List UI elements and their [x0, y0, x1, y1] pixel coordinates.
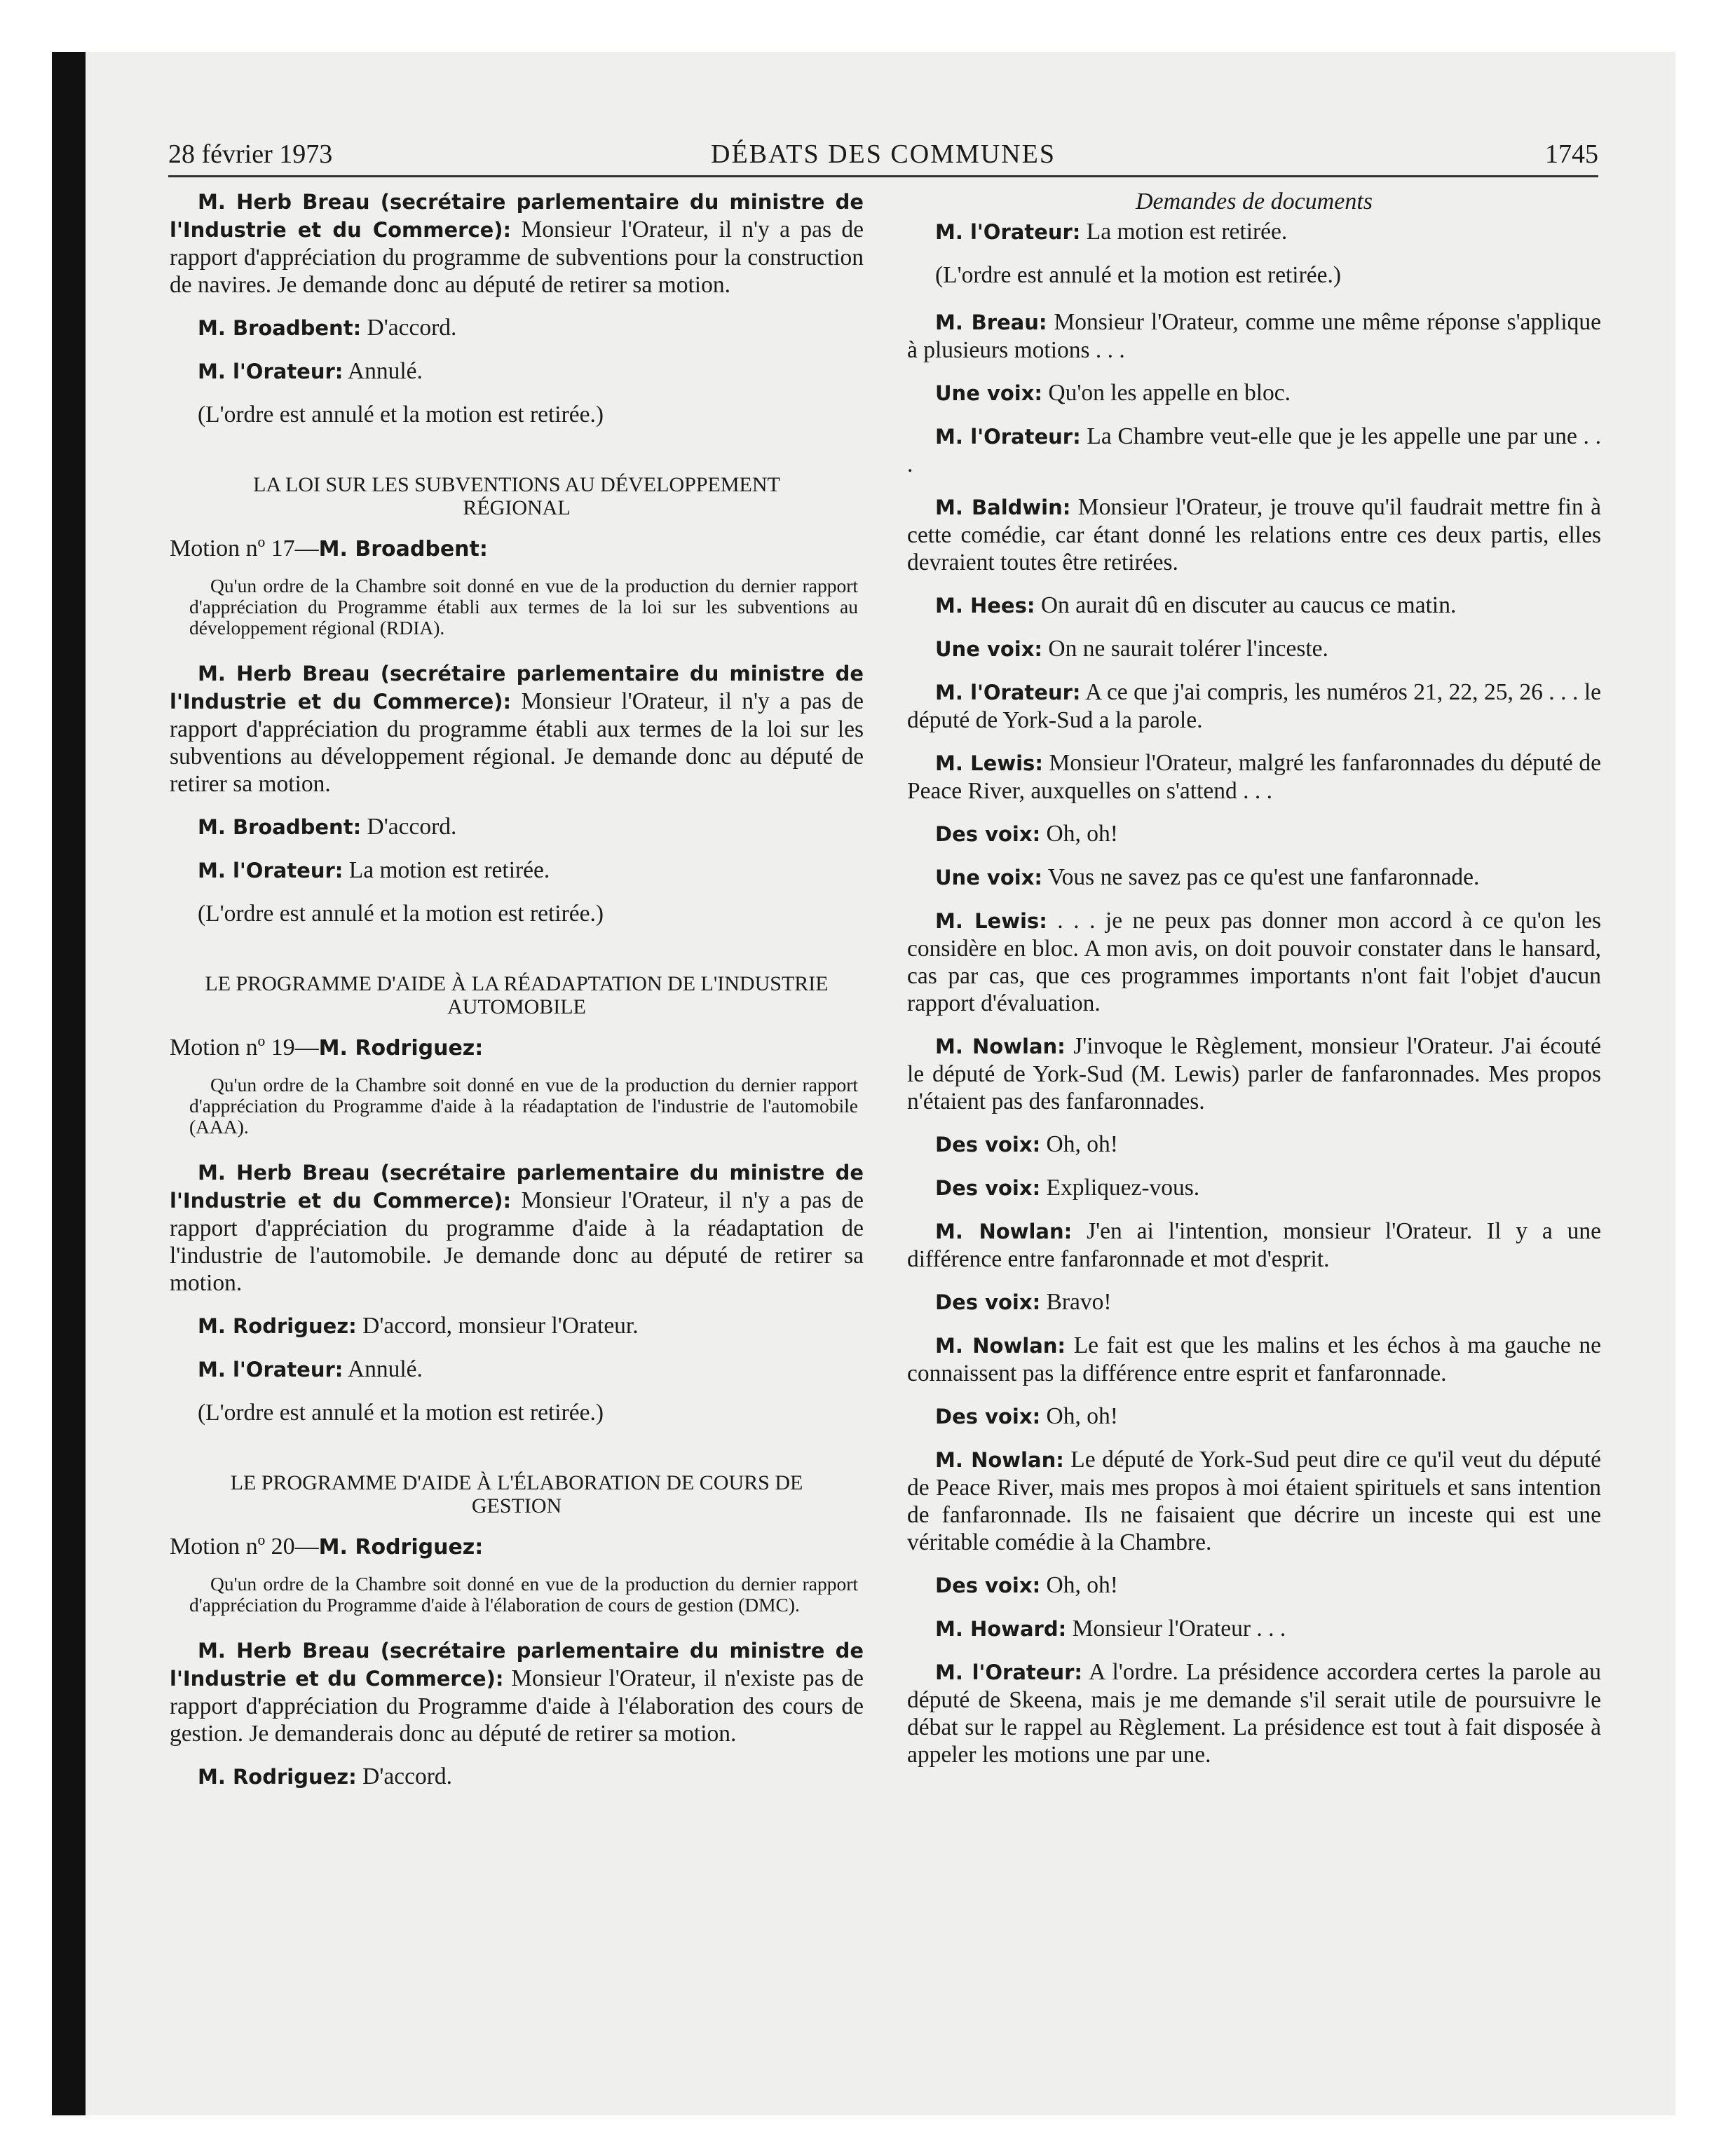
motion-number: Motion nº 20— [170, 1534, 319, 1560]
speech-text: Monsieur l'Orateur, je trouve qu'il faudrait mettre fin à cette comédie, car étant donné les relations entre ces deux partis, elles devraient toutes être retirées. [907, 494, 1601, 575]
speech-paragraph [907, 1571, 1601, 1599]
speech-text: D'accord. [361, 814, 457, 840]
speech-paragraph [170, 357, 864, 386]
speech-text: D'accord. [361, 315, 457, 341]
speech-text: Oh, oh! [1040, 1572, 1118, 1598]
speech-text: Monsieur l'Orateur . . . [1066, 1616, 1286, 1642]
procedure-note: (L'ordre est annulé et la motion est retirée.) [198, 402, 604, 428]
speech-paragraph [907, 493, 1601, 576]
speech-text: La motion est retirée. [1080, 219, 1288, 245]
speech-text: Oh, oh! [1040, 821, 1118, 847]
speaker-name: M. Nowlan: [935, 1448, 1064, 1472]
motion-text: Qu'un ordre de la Chambre soit donné en vue de la production du dernier rapport d'appréciation du Programme établi aux termes de la loi sur les subventions au développement régional (RDIA). [189, 575, 858, 639]
speaker-name: Une voix: [935, 381, 1043, 405]
speaker-name: Une voix: [935, 866, 1043, 889]
speaker-name: M. Lewis: [935, 751, 1043, 775]
speech-text: . . . je ne peux pas donner mon accord à ce qu'on les considère en bloc. A mon avis, on doit pouvoir constater dans le hansard, cas par cas, que ces programmes importants n'ont fait l'objet d'aucun rapport d'évaluation. [907, 908, 1601, 1016]
speech-paragraph [170, 1159, 864, 1297]
speech-text: On ne saurait tolérer l'inceste. [1042, 636, 1328, 662]
speech-paragraph [907, 1403, 1601, 1431]
motion-number: Motion nº 19— [170, 1035, 319, 1060]
speaker-name: Des voix: [935, 1290, 1041, 1314]
speaker-name: M. Nowlan: [935, 1220, 1073, 1243]
speech-paragraph [907, 635, 1601, 663]
motion-number: Motion nº 17— [170, 535, 319, 561]
running-subtitle: Demandes de documents [1135, 189, 1373, 214]
speaker-name: M. Herb Breau (secrétaire parlementaire du ministre de l'Industrie et du Commerce): [170, 1639, 864, 1691]
speech-paragraph [907, 1131, 1601, 1159]
speech-text: Annulé. [343, 1356, 423, 1382]
section-heading: LA LOI SUR LES SUBVENTIONS AU DÉVELOPPEMENT RÉGIONAL [253, 473, 780, 519]
procedure-note: (L'ordre est annulé et la motion est retirée.) [198, 901, 604, 927]
speech-text: D'accord. [356, 1763, 453, 1789]
speech-paragraph [907, 423, 1601, 478]
procedure-note: (L'ordre est annulé et la motion est retirée.) [198, 1400, 604, 1426]
speaker-name: Des voix: [935, 1405, 1041, 1428]
speech-paragraph [907, 1658, 1601, 1768]
speech-text: A l'ordre. La présidence accordera certes la parole au député de Skeena, mais je me demande s'il serait utile de poursuivre le débat sur le rappel au Règlement. La présidence est tout à fait disposée à appeler les motions une par une. [907, 1659, 1601, 1768]
speech-paragraph [907, 1174, 1601, 1202]
speaker-name: M. Nowlan: [935, 1035, 1066, 1058]
page-number: 1745 [1545, 139, 1598, 169]
scan-binding-edge [52, 52, 86, 2115]
speaker-name: M. l'Orateur: [198, 360, 343, 383]
speech-text: Le fait est que les malins et les échos à ma gauche ne connaissent pas la différence entre esprit et fanfaronnade. [907, 1332, 1601, 1386]
speaker-name: M. l'Orateur: [198, 1358, 343, 1381]
section-heading: LE PROGRAMME D'AIDE À LA RÉADAPTATION DE L'INDUSTRIE AUTOMOBILE [205, 972, 829, 1018]
page-header [168, 133, 1598, 177]
speech-text: D'accord, monsieur l'Orateur. [356, 1313, 639, 1339]
speaker-name: M. Rodriguez: [198, 1765, 357, 1789]
speech-paragraph [907, 1332, 1601, 1387]
speech-text: Vous ne savez pas ce qu'est une fanfaronnade. [1042, 864, 1480, 890]
speech-paragraph [907, 678, 1601, 734]
speech-paragraph [907, 820, 1601, 848]
speech-paragraph [907, 1032, 1601, 1115]
speech-text: Monsieur l'Orateur, comme une même réponse s'applique à plusieurs motions . . . [907, 309, 1601, 363]
left-column [170, 188, 864, 1806]
motion-mover: M. Broadbent: [318, 537, 488, 561]
speech-text: Oh, oh! [1040, 1131, 1118, 1157]
speech-text: Le député de York-Sud peut dire ce qu'il veut du député de Peace River, mais mes propos à moi étaient spirituels et sans intention de fanfaronnade. Ils ne faisaient que décrire un inceste qui est une véritable comédie à la Chambre. [907, 1447, 1602, 1555]
header-date: 28 février 1973 [168, 139, 333, 169]
speech-text: A ce que j'ai compris, les numéros 21, 22, 25, 26 . . . le député de York-Sud a la parole. [907, 679, 1602, 733]
speech-paragraph [907, 907, 1601, 1017]
speaker-name: M. l'Orateur: [935, 425, 1081, 449]
speech-paragraph [907, 749, 1601, 805]
motion-text: Qu'un ordre de la Chambre soit donné en vue de la production du dernier rapport d'appréciation du Programme d'aide à la réadaptation de l'industrie de l'automobile (AAA). [189, 1074, 858, 1138]
speech-paragraph [907, 1615, 1601, 1643]
speech-text: Monsieur l'Orateur, il n'y a pas de rapport d'appréciation du programme de subventions pour la construction de navires. Je demande donc au député de retirer sa motion. [170, 217, 864, 298]
speaker-name: M. l'Orateur: [935, 220, 1081, 244]
speech-text: J'en ai l'intention, monsieur l'Orateur. Il y a une différence entre fanfaronnade et mot d'esprit. [907, 1218, 1601, 1272]
speech-text: Qu'on les appelle en bloc. [1042, 380, 1291, 406]
speech-paragraph [170, 813, 864, 841]
speech-paragraph [907, 1288, 1601, 1316]
speech-paragraph [170, 1356, 864, 1384]
speaker-name: M. Breau: [935, 311, 1047, 334]
speaker-name: M. l'Orateur: [935, 681, 1081, 704]
speaker-name: M. Rodriguez: [198, 1314, 357, 1338]
speech-text: Expliquez-vous. [1040, 1175, 1200, 1201]
speech-text: J'invoque le Règlement, monsieur l'Orateur. J'ai écouté le député de York-Sud (M. Lewis) parler de fanfaronnades. Mes propos n'étaient pas des fanfaronnades. [907, 1033, 1601, 1114]
speech-text: La motion est retirée. [343, 857, 550, 883]
header-title: DÉBATS DES COMMUNES [711, 139, 1056, 169]
speech-text: Monsieur l'Orateur, il n'y a pas de rapport d'appréciation du programme établi aux termes de la loi sur les subventions au développement régional. Je demande donc au député de retirer sa motion. [170, 688, 864, 797]
speech-text: Oh, oh! [1040, 1403, 1118, 1429]
speech-paragraph [907, 1446, 1601, 1556]
speech-paragraph [170, 660, 864, 798]
speech-text: Monsieur l'Orateur, il n'y a pas de rapport d'appréciation du programme d'aide à la réadaptation de l'industrie de l'automobile. Je demande donc au député de retirer sa motion. [170, 1187, 864, 1296]
speech-text: On aurait dû en discuter au caucus ce matin. [1035, 592, 1457, 618]
speaker-name: M. Baldwin: [935, 496, 1071, 519]
speaker-name: M. l'Orateur: [935, 1660, 1082, 1684]
speech-paragraph [907, 218, 1601, 246]
speaker-name: M. Herb Breau (secrétaire parlementaire du ministre de l'Industrie et du Commerce): [170, 662, 864, 714]
motion-mover: M. Rodriguez: [318, 1535, 484, 1560]
speaker-name: M. Broadbent: [198, 316, 362, 340]
speaker-name: M. Broadbent: [198, 815, 362, 839]
speech-paragraph [907, 1217, 1601, 1273]
speech-paragraph [907, 864, 1601, 892]
speaker-name: M. Lewis: [935, 909, 1047, 933]
motion-mover: M. Rodriguez: [318, 1036, 484, 1060]
right-column [907, 188, 1601, 1784]
motion-line [170, 1533, 864, 1561]
speech-text: Bravo! [1040, 1289, 1112, 1315]
speaker-name: M. Herb Breau (secrétaire parlementaire du ministre de l'Industrie et du Commerce): [170, 1161, 864, 1213]
speech-paragraph [907, 379, 1601, 407]
speaker-name: M. Herb Breau (secrétaire parlementaire du ministre de l'Industrie et du Commerce): [170, 190, 864, 242]
section-heading: LE PROGRAMME D'AIDE À L'ÉLABORATION DE COURS DE GESTION [230, 1471, 803, 1517]
motion-line [170, 535, 864, 563]
speaker-name: M. Howard: [935, 1617, 1067, 1641]
speech-paragraph [170, 1637, 864, 1747]
speech-paragraph [170, 314, 864, 342]
speech-text: Monsieur l'Orateur, il n'existe pas de rapport d'appréciation du Programme d'aide à l'élaboration des cours de gestion. Je demanderais donc au député de retirer sa motion. [170, 1665, 864, 1747]
speaker-name: Des voix: [935, 1574, 1041, 1597]
speech-text: Monsieur l'Orateur, malgré les fanfaronnades du député de Peace River, auxquelles on s'attend . . . [907, 750, 1601, 804]
speech-text: La Chambre veut-elle que je les appelle une par une . . . [907, 423, 1601, 477]
speech-text: Annulé. [343, 358, 423, 384]
speaker-name: Des voix: [935, 822, 1041, 846]
motion-text: Qu'un ordre de la Chambre soit donné en vue de la production du dernier rapport d'appréciation du Programme d'aide à l'élaboration de cours de gestion (DMC). [189, 1573, 858, 1616]
speech-paragraph [170, 1763, 864, 1791]
speaker-name: Des voix: [935, 1176, 1041, 1200]
speaker-name: Une voix: [935, 637, 1043, 661]
speaker-name: M. l'Orateur: [198, 859, 343, 882]
speech-paragraph [170, 1312, 864, 1340]
speaker-name: M. Nowlan: [935, 1334, 1066, 1358]
speech-paragraph [907, 308, 1601, 364]
speech-paragraph [170, 188, 864, 299]
speech-paragraph [170, 857, 864, 885]
procedure-note: (L'ordre est annulé et la motion est retirée.) [935, 262, 1342, 288]
speaker-name: Des voix: [935, 1133, 1041, 1157]
speaker-name: M. Hees: [935, 594, 1035, 618]
motion-line [170, 1034, 864, 1062]
speech-paragraph [907, 592, 1601, 620]
